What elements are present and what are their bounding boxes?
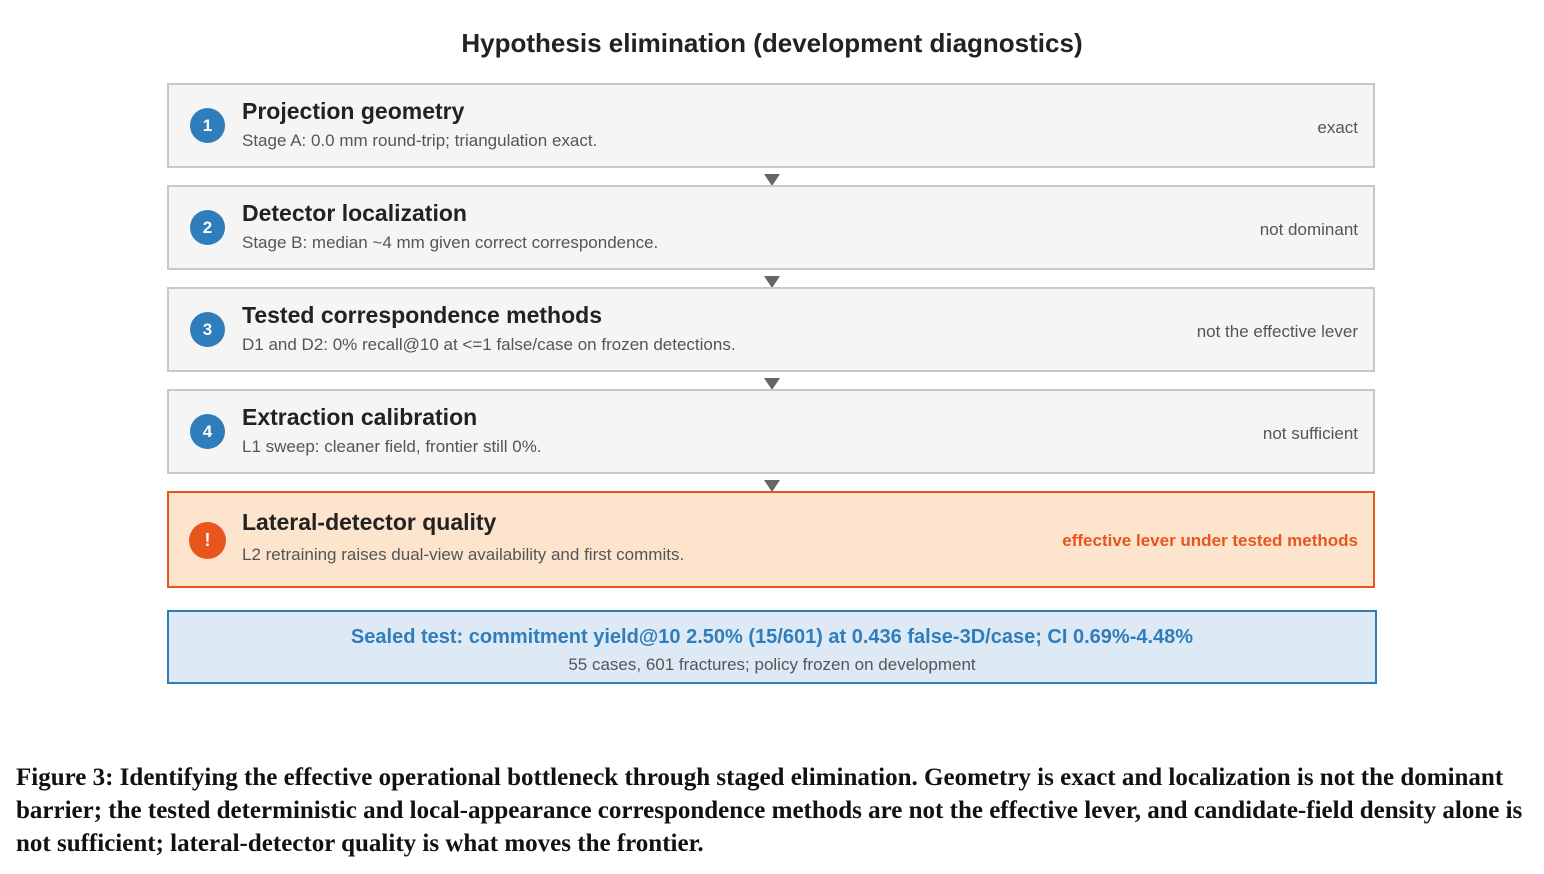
- stage-title: Projection geometry: [242, 98, 465, 124]
- stage-box-5-highlight: [167, 491, 1375, 588]
- step-number-badge: 3: [190, 312, 225, 347]
- stage-box-3: [167, 287, 1375, 372]
- stage-box-2: [167, 185, 1375, 270]
- stage-box-4: [167, 389, 1375, 474]
- stage-description: L2 retraining raises dual-view availability and first commits.: [242, 545, 685, 564]
- stage-title: Tested correspondence methods: [242, 302, 602, 328]
- figure-caption: Figure 3: Identifying the effective operational bottleneck through staged elimination. Geometry is exact and localization is not the dominant barrier; the tested deterministic and local-appearance correspondence methods are not the effective lever, and candidate-field density alone is not sufficient; lateral-detector quality is what moves the frontier.: [16, 764, 1523, 857]
- stage-verdict: not sufficient: [1262, 424, 1358, 443]
- stage-description: Stage A: 0.0 mm round-trip; triangulation exact.: [242, 131, 598, 150]
- stage-description: Stage B: median ~4 mm given correct correspondence.: [242, 233, 659, 252]
- sealed-test-result-box: [167, 610, 1377, 684]
- stage-verdict: effective lever under tested methods: [1062, 531, 1358, 550]
- exclamation-icon: !: [189, 522, 226, 559]
- result-headline: Sealed test: commitment yield@10 2.50% (15/601) at 0.436 false-3D/case; CI 0.69%-4.48%: [350, 626, 1194, 648]
- diagram-title: Hypothesis elimination (development diagnostics): [461, 28, 1083, 58]
- stage-description: L1 sweep: cleaner field, frontier still 0%.: [242, 437, 542, 456]
- stage-title: Lateral-detector quality: [242, 509, 497, 535]
- stage-title: Extraction calibration: [242, 404, 478, 430]
- step-number-badge: 4: [190, 414, 225, 449]
- stage-verdict: exact: [1317, 118, 1358, 137]
- result-subtext: 55 cases, 601 fractures; policy frozen on development: [568, 655, 976, 674]
- stage-verdict: not dominant: [1259, 220, 1358, 239]
- stage-box-1: [167, 83, 1375, 168]
- step-number-badge: 1: [190, 108, 225, 143]
- stage-title: Detector localization: [242, 200, 467, 226]
- stage-description: D1 and D2: 0% recall@10 at <=1 false/case on frozen detections.: [242, 335, 736, 354]
- stage-verdict: not the effective lever: [1196, 322, 1358, 341]
- step-number-badge: 2: [190, 210, 225, 245]
